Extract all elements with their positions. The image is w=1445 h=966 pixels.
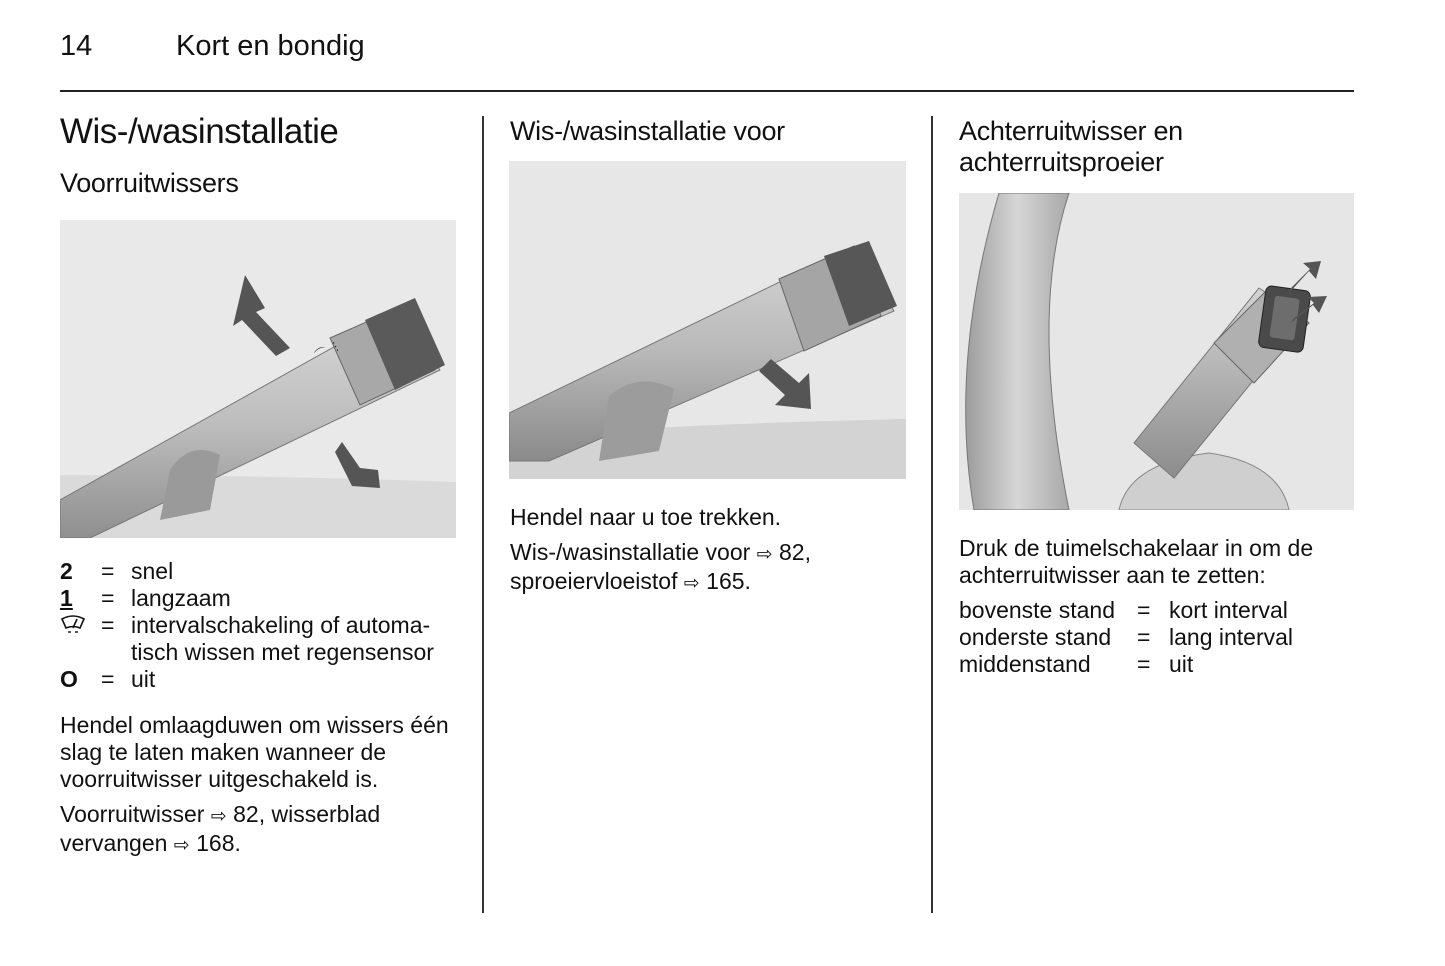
washer-lever-illustration (509, 161, 906, 479)
legend-row (60, 666, 434, 693)
wiper-lever-illustration (60, 220, 456, 538)
ref-page: 165 (706, 568, 745, 594)
setting-value: uit (1169, 651, 1194, 677)
page-ref-icon: ⇨ (683, 573, 700, 594)
page-number: 14 (60, 30, 93, 62)
legend-eq: = (101, 585, 115, 611)
column-divider (482, 116, 484, 913)
setting-value: lang interval (1169, 624, 1294, 650)
header-rule (60, 90, 1354, 92)
cross-reference: Voorruitwisser ⇨ 82, wisserblad vervangen ⇨ 168. (60, 801, 381, 856)
section-title: Wis-/wasinstallatie (60, 112, 339, 151)
ref-text: Voorruitwisser (60, 801, 205, 827)
legend-eq: = (101, 666, 115, 692)
legend-text: langzaam (131, 585, 231, 611)
ref-page: 168 (196, 830, 235, 856)
legend-text-continued: tisch wissen met regensensor (131, 639, 434, 665)
settings-row (959, 624, 1293, 651)
page-ref-icon: ⇨ (210, 806, 227, 827)
ref-page: 82 (779, 539, 805, 565)
position-legend (60, 558, 434, 693)
legend-key: O (60, 666, 78, 692)
section-title-line2: achterruitsproeier (959, 147, 1164, 177)
switch-settings-table (959, 597, 1293, 678)
legend-row (60, 585, 434, 612)
chapter-title: Kort en bondig (176, 30, 365, 62)
page-ref-icon: ⇨ (756, 544, 773, 565)
section-title-line1: Achterruitwisser en (959, 116, 1183, 146)
ref-page: 82 (233, 801, 259, 827)
settings-row (959, 597, 1293, 624)
legend-key: 2 (60, 558, 73, 584)
legend-eq: = (101, 612, 115, 638)
legend-text: snel (131, 558, 174, 584)
ref-separator: , wisserblad (258, 801, 381, 827)
ref-text: Wis-/wasinstallatie voor (510, 539, 751, 565)
column-3 (959, 116, 1359, 178)
ref-text: sproeiervloeistof (510, 568, 678, 594)
section-title: Wis-/wasinstallatie voor (510, 116, 785, 146)
wiper-lever-figure (60, 220, 456, 538)
svg-text:⌒ ⋮: ⌒ ⋮ (312, 337, 344, 363)
rear-wiper-illustration (959, 193, 1354, 510)
rear-wiper-figure (959, 193, 1354, 510)
instruction-paragraph: Hendel naar u toe trekken. (510, 504, 782, 530)
legend-eq: = (101, 558, 115, 584)
setting-label: bovenste stand (959, 597, 1116, 623)
legend-row (60, 612, 434, 666)
column-1 (60, 112, 460, 199)
column-2-body (510, 504, 920, 597)
setting-eq: = (1137, 597, 1151, 623)
page-ref-icon: ⇨ (173, 835, 190, 856)
ref-text: vervangen (60, 830, 168, 856)
column-1-body (60, 712, 465, 859)
legend-key: 1 (60, 585, 73, 611)
setting-label: onderste stand (959, 624, 1112, 650)
setting-value: kort interval (1169, 597, 1288, 623)
legend-text: intervalschakeling of automa- (131, 612, 431, 638)
instruction-paragraph: Hendel omlaagduwen om wissers één slag te laten maken wanneer de voorruitwisser uitgeschakeld is. (60, 712, 449, 792)
setting-eq: = (1137, 651, 1151, 677)
column-divider (931, 116, 933, 913)
settings-row (959, 651, 1293, 678)
instruction-paragraph: Druk de tuimelschakelaar in om de achterruitwisser aan te zetten: (959, 535, 1314, 588)
setting-eq: = (1137, 624, 1151, 650)
legend-text: uit (131, 666, 156, 692)
legend-row (60, 558, 434, 585)
column-3-body (959, 535, 1359, 678)
column-2 (510, 116, 910, 147)
cross-reference: Wis-/wasinstallatie voor ⇨ 82, sproeiervloeistof ⇨ 165. (510, 539, 811, 594)
legend-key (60, 612, 101, 666)
legend-block (60, 558, 470, 693)
washer-lever-figure (509, 161, 906, 479)
setting-label: middenstand (959, 651, 1091, 677)
subsection-title: Voorruitwissers (60, 168, 239, 198)
interval-wiper-icon (60, 613, 86, 633)
